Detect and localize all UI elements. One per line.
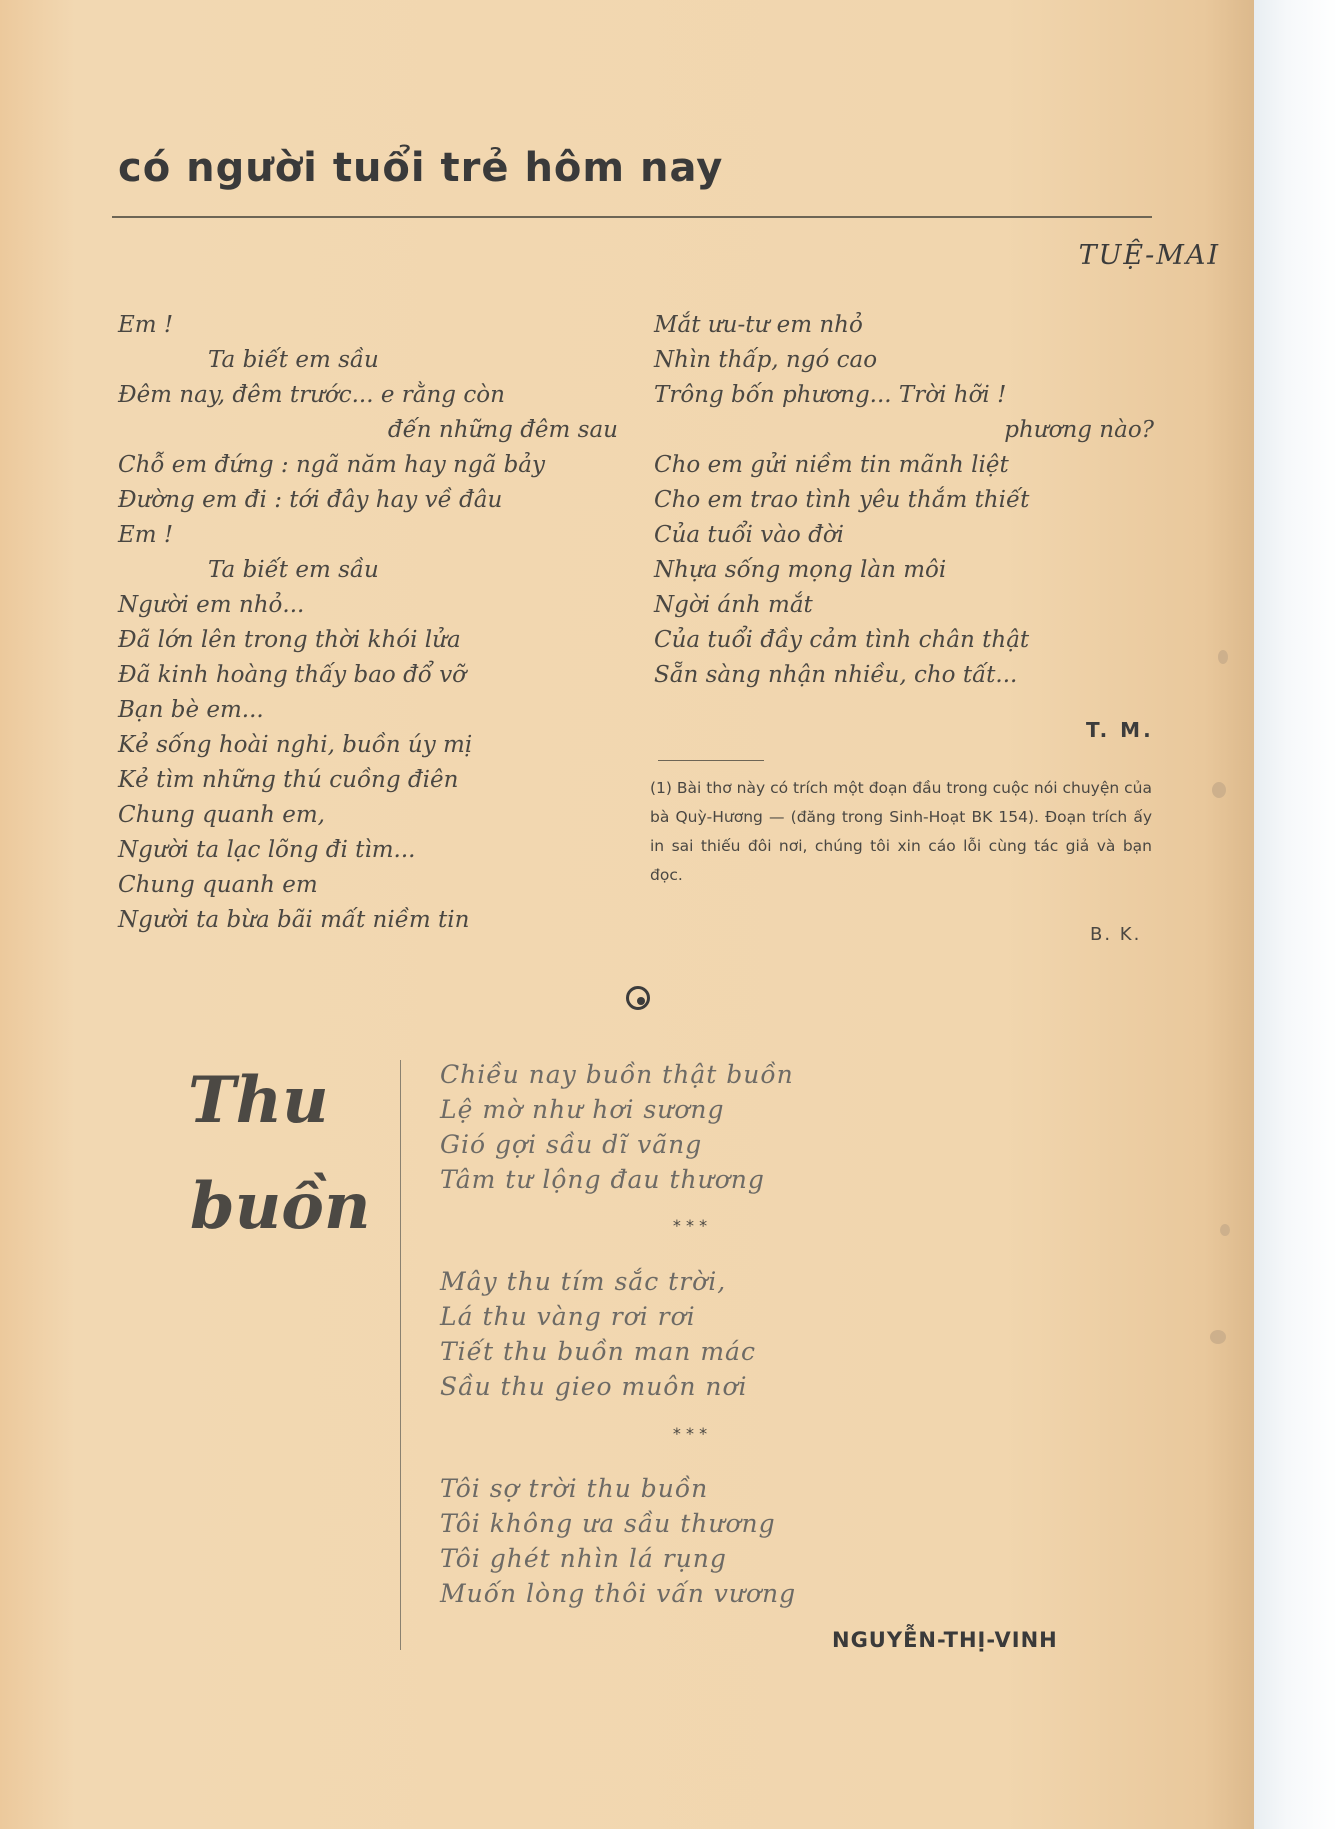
paper-speck [1220,1224,1230,1236]
page-edge [1254,0,1338,1829]
poem-line: Ta biết em sầu [208,557,379,583]
poem-line: Gió gợi sầu dĩ vãng [440,1130,703,1159]
poem-line: Tôi sợ trời thu buồn [440,1474,709,1503]
poem-line: Bạn bè em... [118,697,264,723]
stanza-separator-icon: * * * [672,1424,708,1443]
poem2-title-line: Thu [188,1063,329,1138]
poem-line: Đêm nay, đêm trước... e rằng còn [118,382,505,408]
poem-line: Chỗ em đứng : ngã năm hay ngã bảy [118,452,545,478]
poem-line: Đã kinh hoàng thấy bao đổ vỡ [118,662,467,688]
footnote: (1) Bài thơ này có trích một đoạn đầu trong cuộc nói chuyện của bà Quỳ-Hương — (đăng trong Sinh-Hoạt BK 154). Đoạn trích ấy in sai thiếu đôi nơi, chúng tôi xin cáo lỗi cùng tác giả và bạn đọc. [650,779,1152,884]
poem-line: Ngời ánh mắt [654,592,813,618]
poem-line: Mắt ưu-tư em nhỏ [654,312,863,338]
poem-line: Của tuổi vào đời [654,522,845,548]
poem-line: Nhìn thấp, ngó cao [654,347,878,373]
poem-line: Muốn lòng thôi vấn vương [440,1579,797,1608]
poem-line: Tôi ghét nhìn lá rụng [440,1544,727,1573]
poem-line: Lệ mờ như hơi sương [440,1095,725,1124]
poem-line: Chiều nay buồn thật buồn [440,1060,794,1089]
footnote-signature: B. K. [1090,924,1142,945]
section-ornament-icon [626,986,650,1010]
poem-line: đến những đêm sau [387,417,618,443]
footnote-rule [658,760,764,761]
poem-line: Kẻ tìm những thú cuồng điên [118,767,459,793]
poem-line: Tâm tư lộng đau thương [440,1165,765,1194]
poem-line: Người ta bừa bãi mất niềm tin [118,907,470,933]
poem-line: Chung quanh em, [118,802,325,828]
poem-line: Lá thu vàng rơi rơi [440,1302,696,1331]
paper-speck [1210,1330,1226,1344]
poem-line: Kẻ sống hoài nghi, buồn úy mị [118,732,473,758]
paper-speck [1218,650,1228,664]
poem-line: Trông bốn phương... Trời hỡi ! [654,382,1007,408]
paper-speck [1212,782,1226,798]
poem-line: Tiết thu buồn man mác [440,1337,756,1366]
poem-line: Em ! [118,312,174,338]
poem-line: Sầu thu gieo muôn nơi [440,1372,748,1401]
poem2-title-line: buồn [190,1169,371,1244]
poem-author: TUỆ-MAI [1078,240,1220,271]
title-rule [112,216,1152,218]
poem2-divider [400,1060,401,1650]
poem-line: Cho em trao tình yêu thắm thiết [654,487,1030,513]
poem-line: Người ta lạc lõng đi tìm... [118,837,416,863]
poem-line: Của tuổi đầy cảm tình chân thật [654,627,1030,653]
poem-line: Tôi không ưa sầu thương [440,1509,776,1538]
poem-line: Mây thu tím sắc trời, [440,1267,727,1296]
poem-line: Cho em gửi niềm tin mãnh liệt [654,452,1009,478]
poem-line: Đã lớn lên trong thời khói lửa [118,627,461,653]
poem-title: có người tuổi trẻ hôm nay [118,145,724,191]
poem-line: Chung quanh em [118,872,318,898]
poem-line: phương nào? [1004,417,1154,443]
poem-line: Em ! [118,522,174,548]
poem-line: Sẵn sàng nhận nhiều, cho tất... [654,662,1018,688]
poem-line: Người em nhỏ... [118,592,305,618]
poem-line: Nhựa sống mọng làn môi [654,557,947,583]
poem-line: Ta biết em sầu [208,347,379,373]
poem-line: Đường em đi : tới đây hay về đâu [118,487,503,513]
stanza-separator-icon: * * * [672,1216,708,1235]
poem-signature: T. M. [1086,718,1154,742]
poem2-title [188,1048,371,1260]
poem2-author: NGUYỄN-THỊ-VINH [832,1628,1058,1652]
